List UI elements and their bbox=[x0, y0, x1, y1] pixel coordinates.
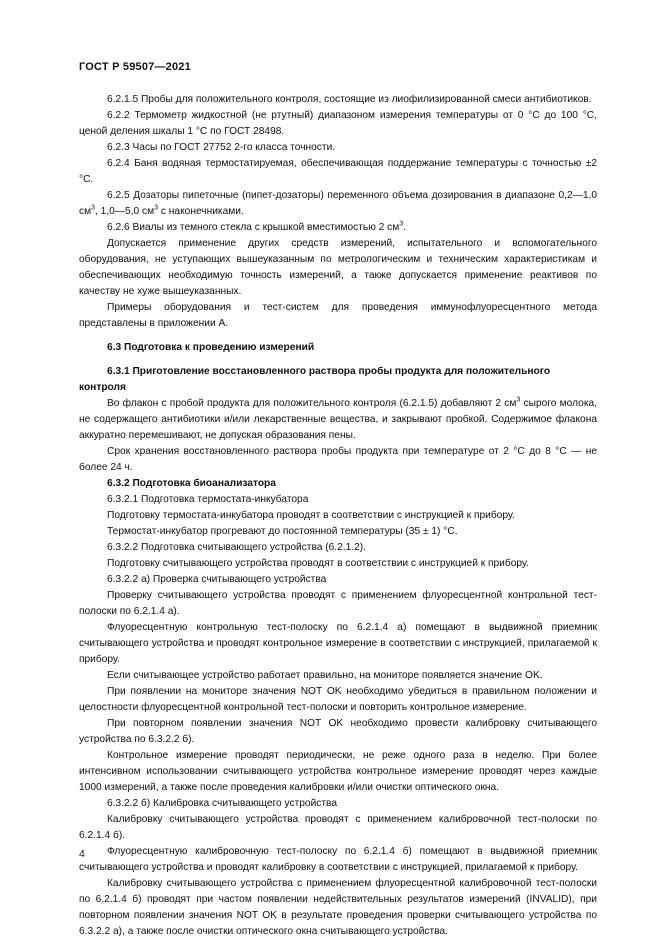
text-run: Во флакон с пробой продукта для положительного контроля (6.2.1.5) добавляют 2 см bbox=[107, 398, 517, 409]
paragraph: Калибровку считывающего устройства проводят с применением калибровочной тест-полоски по 6.2.1.4 б). bbox=[79, 814, 597, 841]
paragraph: Флуоресцентную контрольную тест-полоску по 6.2.1.4 а) помещают в выдвижной приемник считывающего устройства и проводят контрольное измерение в соответствии с инструкцией, прилагаемой к прибору. bbox=[79, 622, 597, 665]
paragraph bbox=[79, 396, 597, 444]
paragraph: Допускается применение других средств измерений, испытательного и вспомогательного оборудования, не уступающих вышеуказанным по метрологическим и техническим характеристикам и обеспечивающих необходимую точность измерений, а также допускается применение реактивов по качеству не хуже вышеуказанных. bbox=[79, 238, 597, 297]
paragraph: 6.2.4 Баня водяная термостатируемая, обеспечивающая поддержание температуры с точностью ±2 °С. bbox=[79, 158, 597, 185]
document-body bbox=[79, 92, 597, 940]
text-run: сырого молока, не содержащего антибиотики и/или лекарственные вещества, и закрывают пробкой. Содержимое флакона аккуратно перемешивают, не допуская образования пены. bbox=[79, 398, 597, 441]
paragraph: 6.2.2 Термометр жидкостной (не ртутный) диапазоном измерения температуры от 0 °С до 100 °С, ценой деления шкалы 1 °С по ГОСТ 28498. bbox=[79, 110, 597, 137]
superscript: 3 bbox=[399, 220, 404, 228]
section-heading: 6.3.2 Подготовка биоанализатора bbox=[107, 478, 276, 489]
paragraph: 6.3.2.2 б) Калибровка считывающего устройства bbox=[107, 798, 338, 809]
paragraph: 6.3.2.1 Подготовка термостата-инкубатора bbox=[107, 494, 309, 505]
text-run: 6.2.5 Дозаторы пипеточные (пипет-дозаторы) переменного объема дозирования в диапазоне 0,2—1,0 см bbox=[79, 190, 597, 217]
paragraph: Подготовку считывающего устройства проводят в соответствии с инструкцией к прибору. bbox=[107, 558, 529, 569]
paragraph: Подготовку термостата-инкубатора проводят в соответствии с инструкцией к прибору. bbox=[107, 510, 515, 521]
paragraph bbox=[79, 220, 597, 236]
text-run: . bbox=[403, 222, 407, 233]
paragraph: Термостат-инкубатор прогревают до постоянной температуры (35 ± 1) °С. bbox=[107, 526, 458, 537]
paragraph: Если считывающее устройство работает правильно, на мониторе появляется значение OK. bbox=[107, 670, 543, 681]
paragraph: Срок хранения восстановленного раствора пробы продукта при температуре от 2 °С до 8 °С — не более 24 ч. bbox=[79, 446, 597, 473]
paragraph: Проверку считывающего устройства проводят с применением флуоресцентной контрольной тест-полоски по 6.2.1.4 а). bbox=[79, 590, 597, 617]
paragraph: 6.3.2.2 а) Проверка считывающего устройства bbox=[107, 574, 327, 585]
superscript: 3 bbox=[516, 396, 521, 404]
paragraph: 6.2.3 Часы по ГОСТ 27752 2-го класса точности. bbox=[107, 142, 336, 153]
paragraph: Примеры оборудования и тест-систем для проведения иммунофлуоресцентного метода представлены в приложении А. bbox=[79, 302, 597, 329]
text-run: 6.2.6 Виалы из темного стекла с крышкой вместимостью 2 см bbox=[107, 222, 400, 233]
text-run: с наконечниками. bbox=[158, 206, 244, 217]
paragraph: Калибровку считывающего устройства с применением флуоресцентной калибровочной тест-полоски по 6.2.1.4 б) проводят при частом появлении недействительных результатов измерений (INVALID), при повторном появлении значения NOT OK в результате проведения проверки считывающего устройства по 6.3.2.2 а), а также после очистки оптического окна считывающего устройства. bbox=[79, 878, 597, 937]
superscript: 3 bbox=[154, 204, 159, 212]
paragraph bbox=[79, 188, 597, 220]
document-header: ГОСТ Р 59507—2021 bbox=[79, 61, 191, 73]
section-heading: 6.3 Подготовка к проведению измерений bbox=[107, 342, 315, 353]
superscript: 3 bbox=[91, 204, 96, 212]
paragraph: При повторном появлении значения NOT OK необходимо провести калибровку считывающего устройства по 6.3.2.2 б). bbox=[79, 718, 597, 745]
paragraph: Флуоресцентную калибровочную тест-полоску по 6.2.1.4 б) помещают в выдвижной приемник считывающего устройства и проводят калибровку в соответствии с инструкцией, прилагаемой к прибору. bbox=[79, 846, 597, 873]
paragraph: Контрольное измерение проводят периодически, не реже одного раза в неделю. При более интенсивном использовании считывающего устройства контрольное измерение проводят через каждые 1000 измерений, а также после проведения калибровки и/или очистки оптического окна. bbox=[79, 750, 597, 793]
paragraph: 6.3.2.2 Подготовка считывающего устройства (6.2.1.2). bbox=[107, 542, 367, 553]
text-run: , 1,0—5,0 см bbox=[95, 206, 155, 217]
paragraph: При появлении на мониторе значения NOT OK необходимо убедиться в правильном положении и целостности флуоресцентной контрольной тест-полоски и повторить контрольное измерение. bbox=[79, 686, 597, 713]
page-number: 4 bbox=[79, 848, 85, 860]
paragraph: 6.2.1.5 Пробы для положительного контроля, состоящие из лиофилизированной смеси антибиотиков. bbox=[107, 94, 592, 105]
section-heading: 6.3.1 Приготовление восстановленного раствора пробы продукта для положительного контроля bbox=[79, 366, 551, 393]
